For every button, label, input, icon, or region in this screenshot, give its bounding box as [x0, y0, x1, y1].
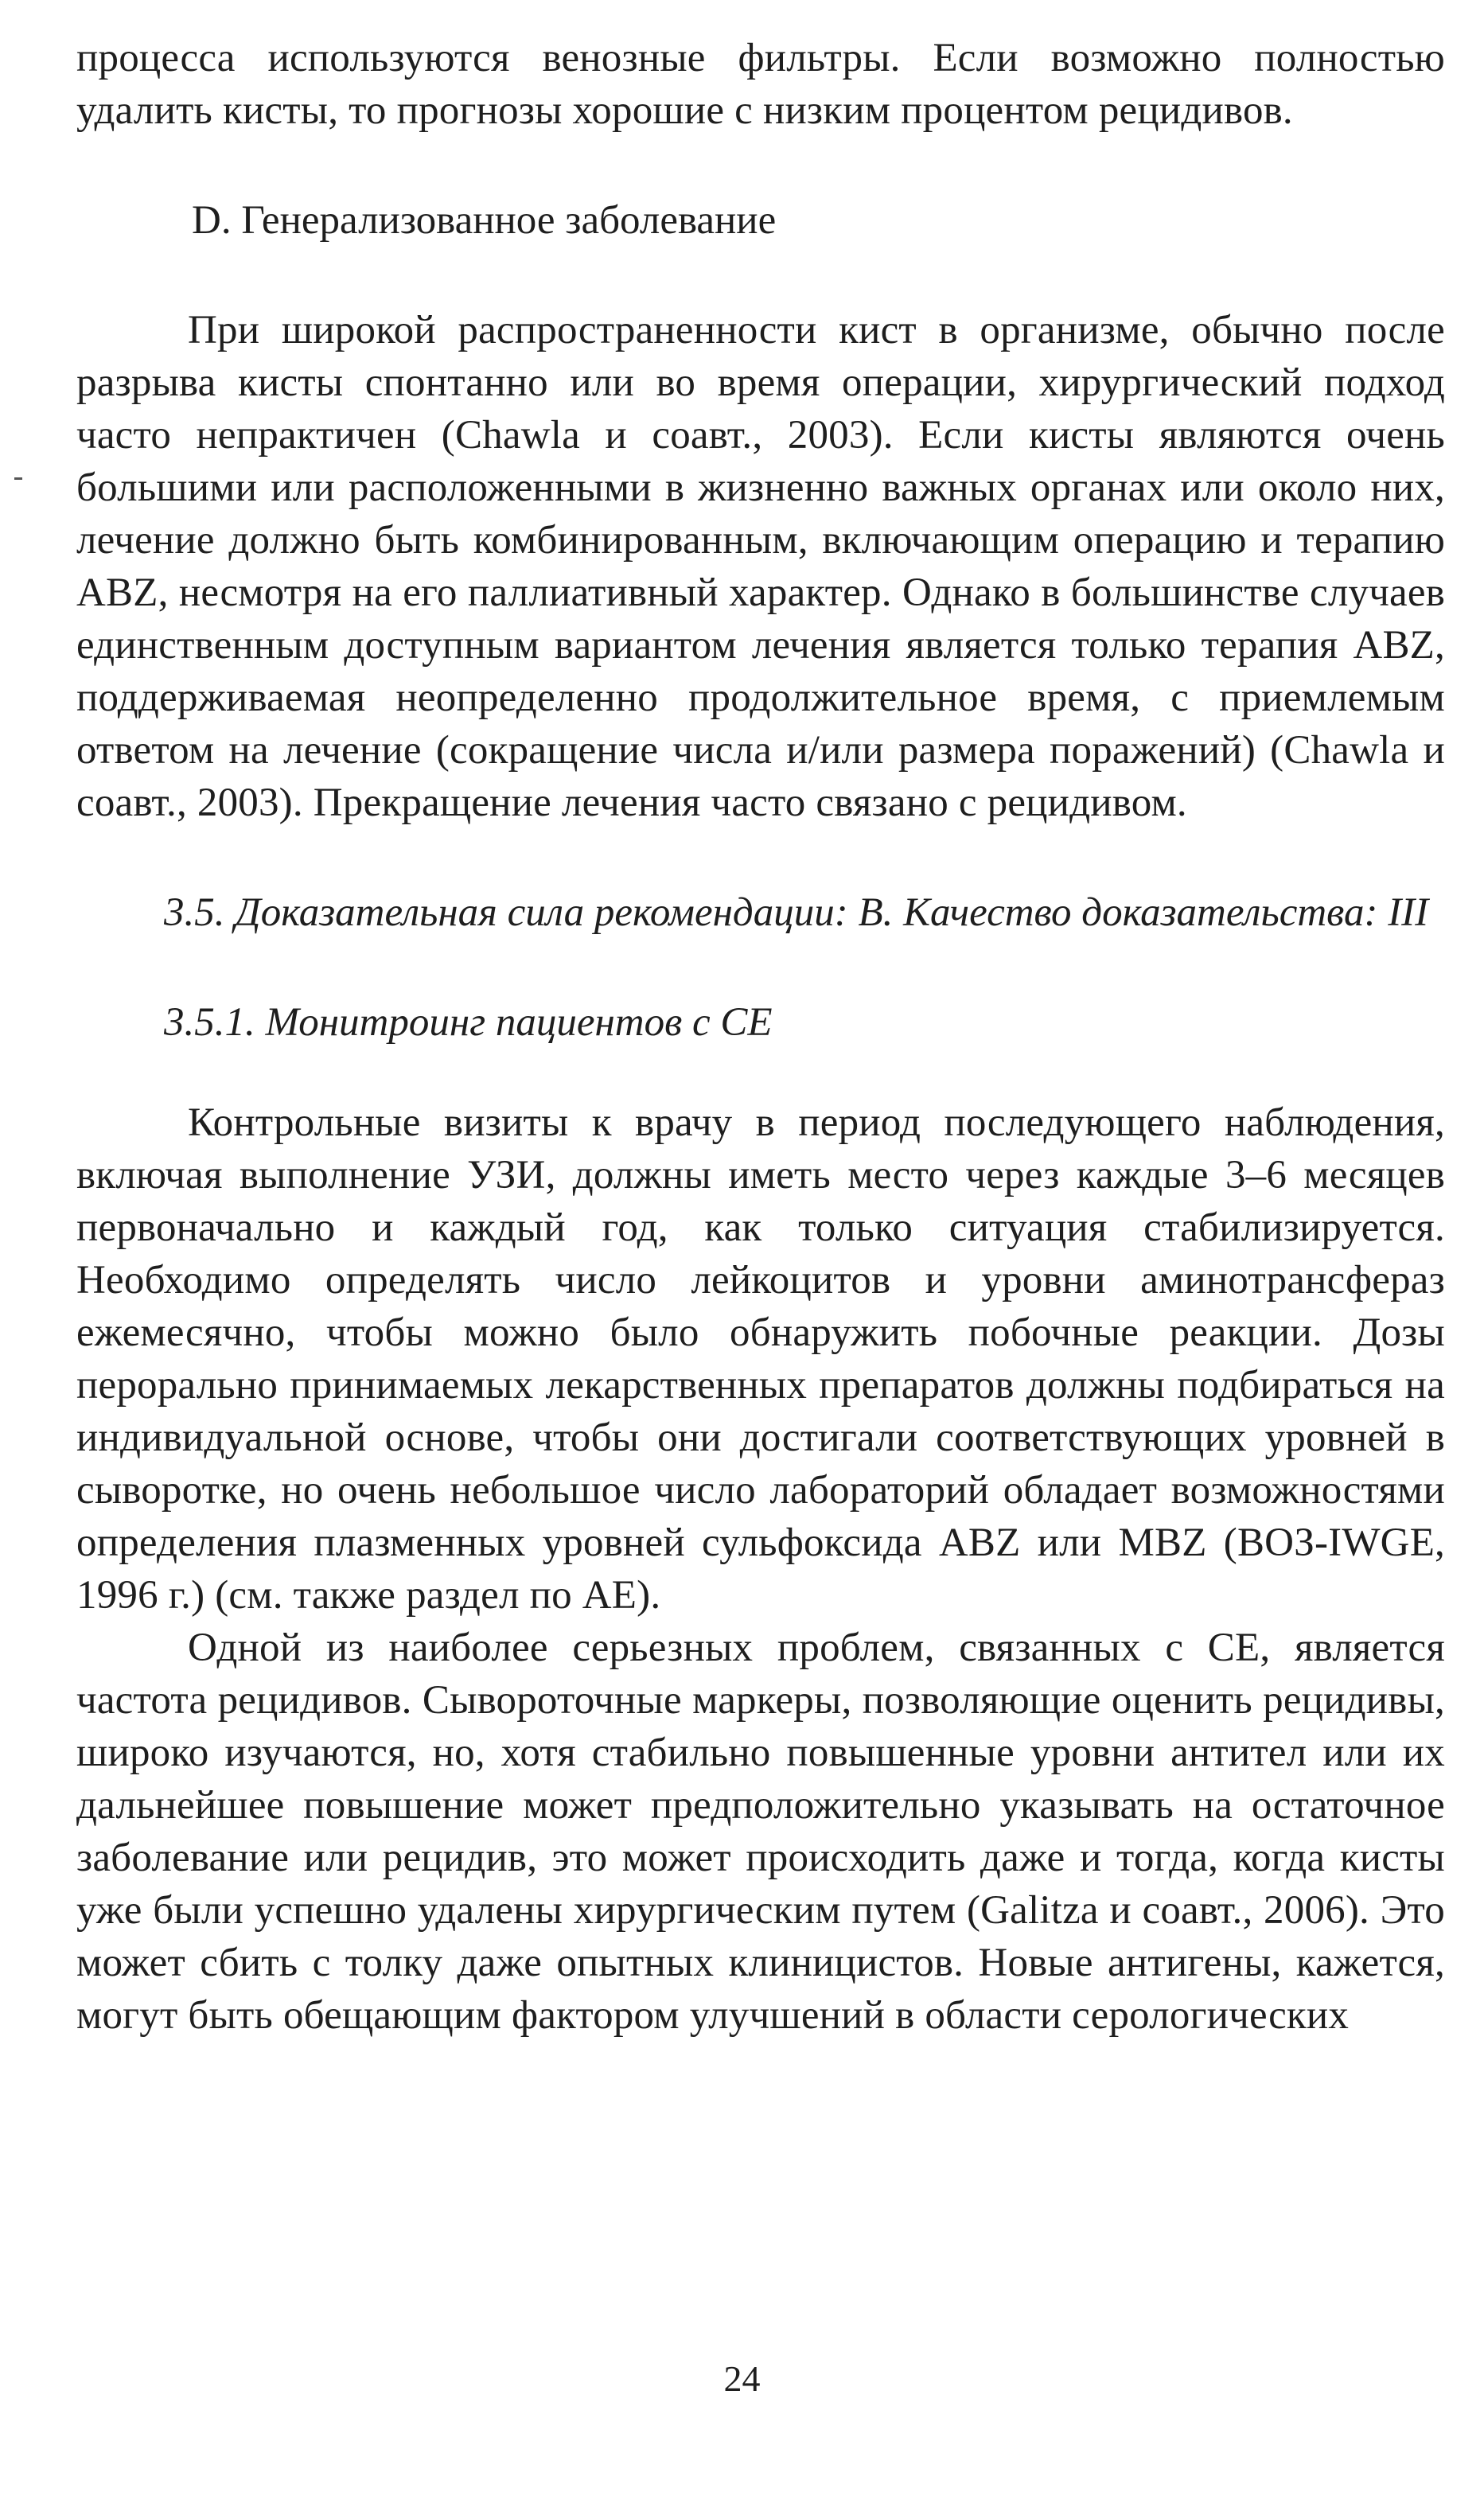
spacer — [76, 829, 1445, 886]
paragraph-recurrence: Одной из наиболее серьезных проблем, связанных с CE, является частота рецидивов. Сывороточные маркеры, позволяющие оценить рецидивы, широко изучаются, но, хотя стабильно повышенные уровни антител или их дальнейшее повышение может предположительно указывать на остаточное заболевание или рецидив, это может происходить даже и тогда, когда кисты уже были успешно удалены хирургическим путем (Galitza и соавт., 2006). Это может сбить с толку даже опытных клиницистов. Новые антигены, кажется, могут быть обещающим фактором улучшений в области серологических — [76, 1626, 1445, 2038]
recommendation-heading: 3.5. Доказательная сила рекомендации: В. Качество доказательства: III — [164, 890, 1429, 935]
paragraph-continued: процесса используются венозные фильтры. Если возможно полностью удалить кисты, то прогнозы хорошие с низким процентом рецидивов. — [76, 36, 1445, 133]
spacer — [76, 137, 1445, 194]
subsection-heading: 3.5.1. Монитроинг пациентов с CE — [164, 1000, 773, 1045]
spacer — [76, 939, 1445, 996]
page-number: 24 — [723, 2358, 761, 2399]
spacer — [76, 247, 1445, 304]
spacer — [76, 1049, 1445, 1096]
paragraph-monitoring: Контрольные визиты к врачу в период последующего наблюдения, включая выполнение УЗИ, должны иметь место через каждые 3–6 месяцев первоначально и каждый год, как только ситуация стабилизируется. Необходимо определять число лейкоцитов и уровни аминотрансфераз ежемесячно, чтобы можно было обнаружить побочные реакции. Дозы перорально принимаемых лекарственных препаратов должны подбираться на индивидуальной основе, чтобы они достигали соответствующих уровней в сыворотке, но очень небольшое число лабораторий обладает возможностями определения плазменных уровней сульфоксида ABZ или MBZ (ВОЗ-IWGE, 1996 г.) (см. также раздел по AE). — [76, 1100, 1445, 1618]
document-page — [76, 32, 1445, 2042]
section-d-heading: D. Генерализованное заболевание — [192, 198, 777, 243]
scan-artifact — [14, 477, 22, 480]
paragraph-generalized-disease: При широкой распространенности кист в организме, обычно после разрыва кисты спонтанно или во время операции, хирургический подход часто непрактичен (Chawla и соавт., 2003). Если кисты являются очень большими или расположенными в жизненно важных органах или около них, лечение должно быть комбинированным, включающим операцию и терапию ABZ, несмотря на его паллиативный характер. Однако в большинстве случаев единственным доступным вариантом лечения является только терапия ABZ, поддерживаемая неопределенно продолжительное время, с приемлемым ответом на лечение (сокращение числа и/или размера поражений) (Chawla и соавт., 2003). Прекращение лечения часто связано с рецидивом. — [76, 308, 1445, 825]
